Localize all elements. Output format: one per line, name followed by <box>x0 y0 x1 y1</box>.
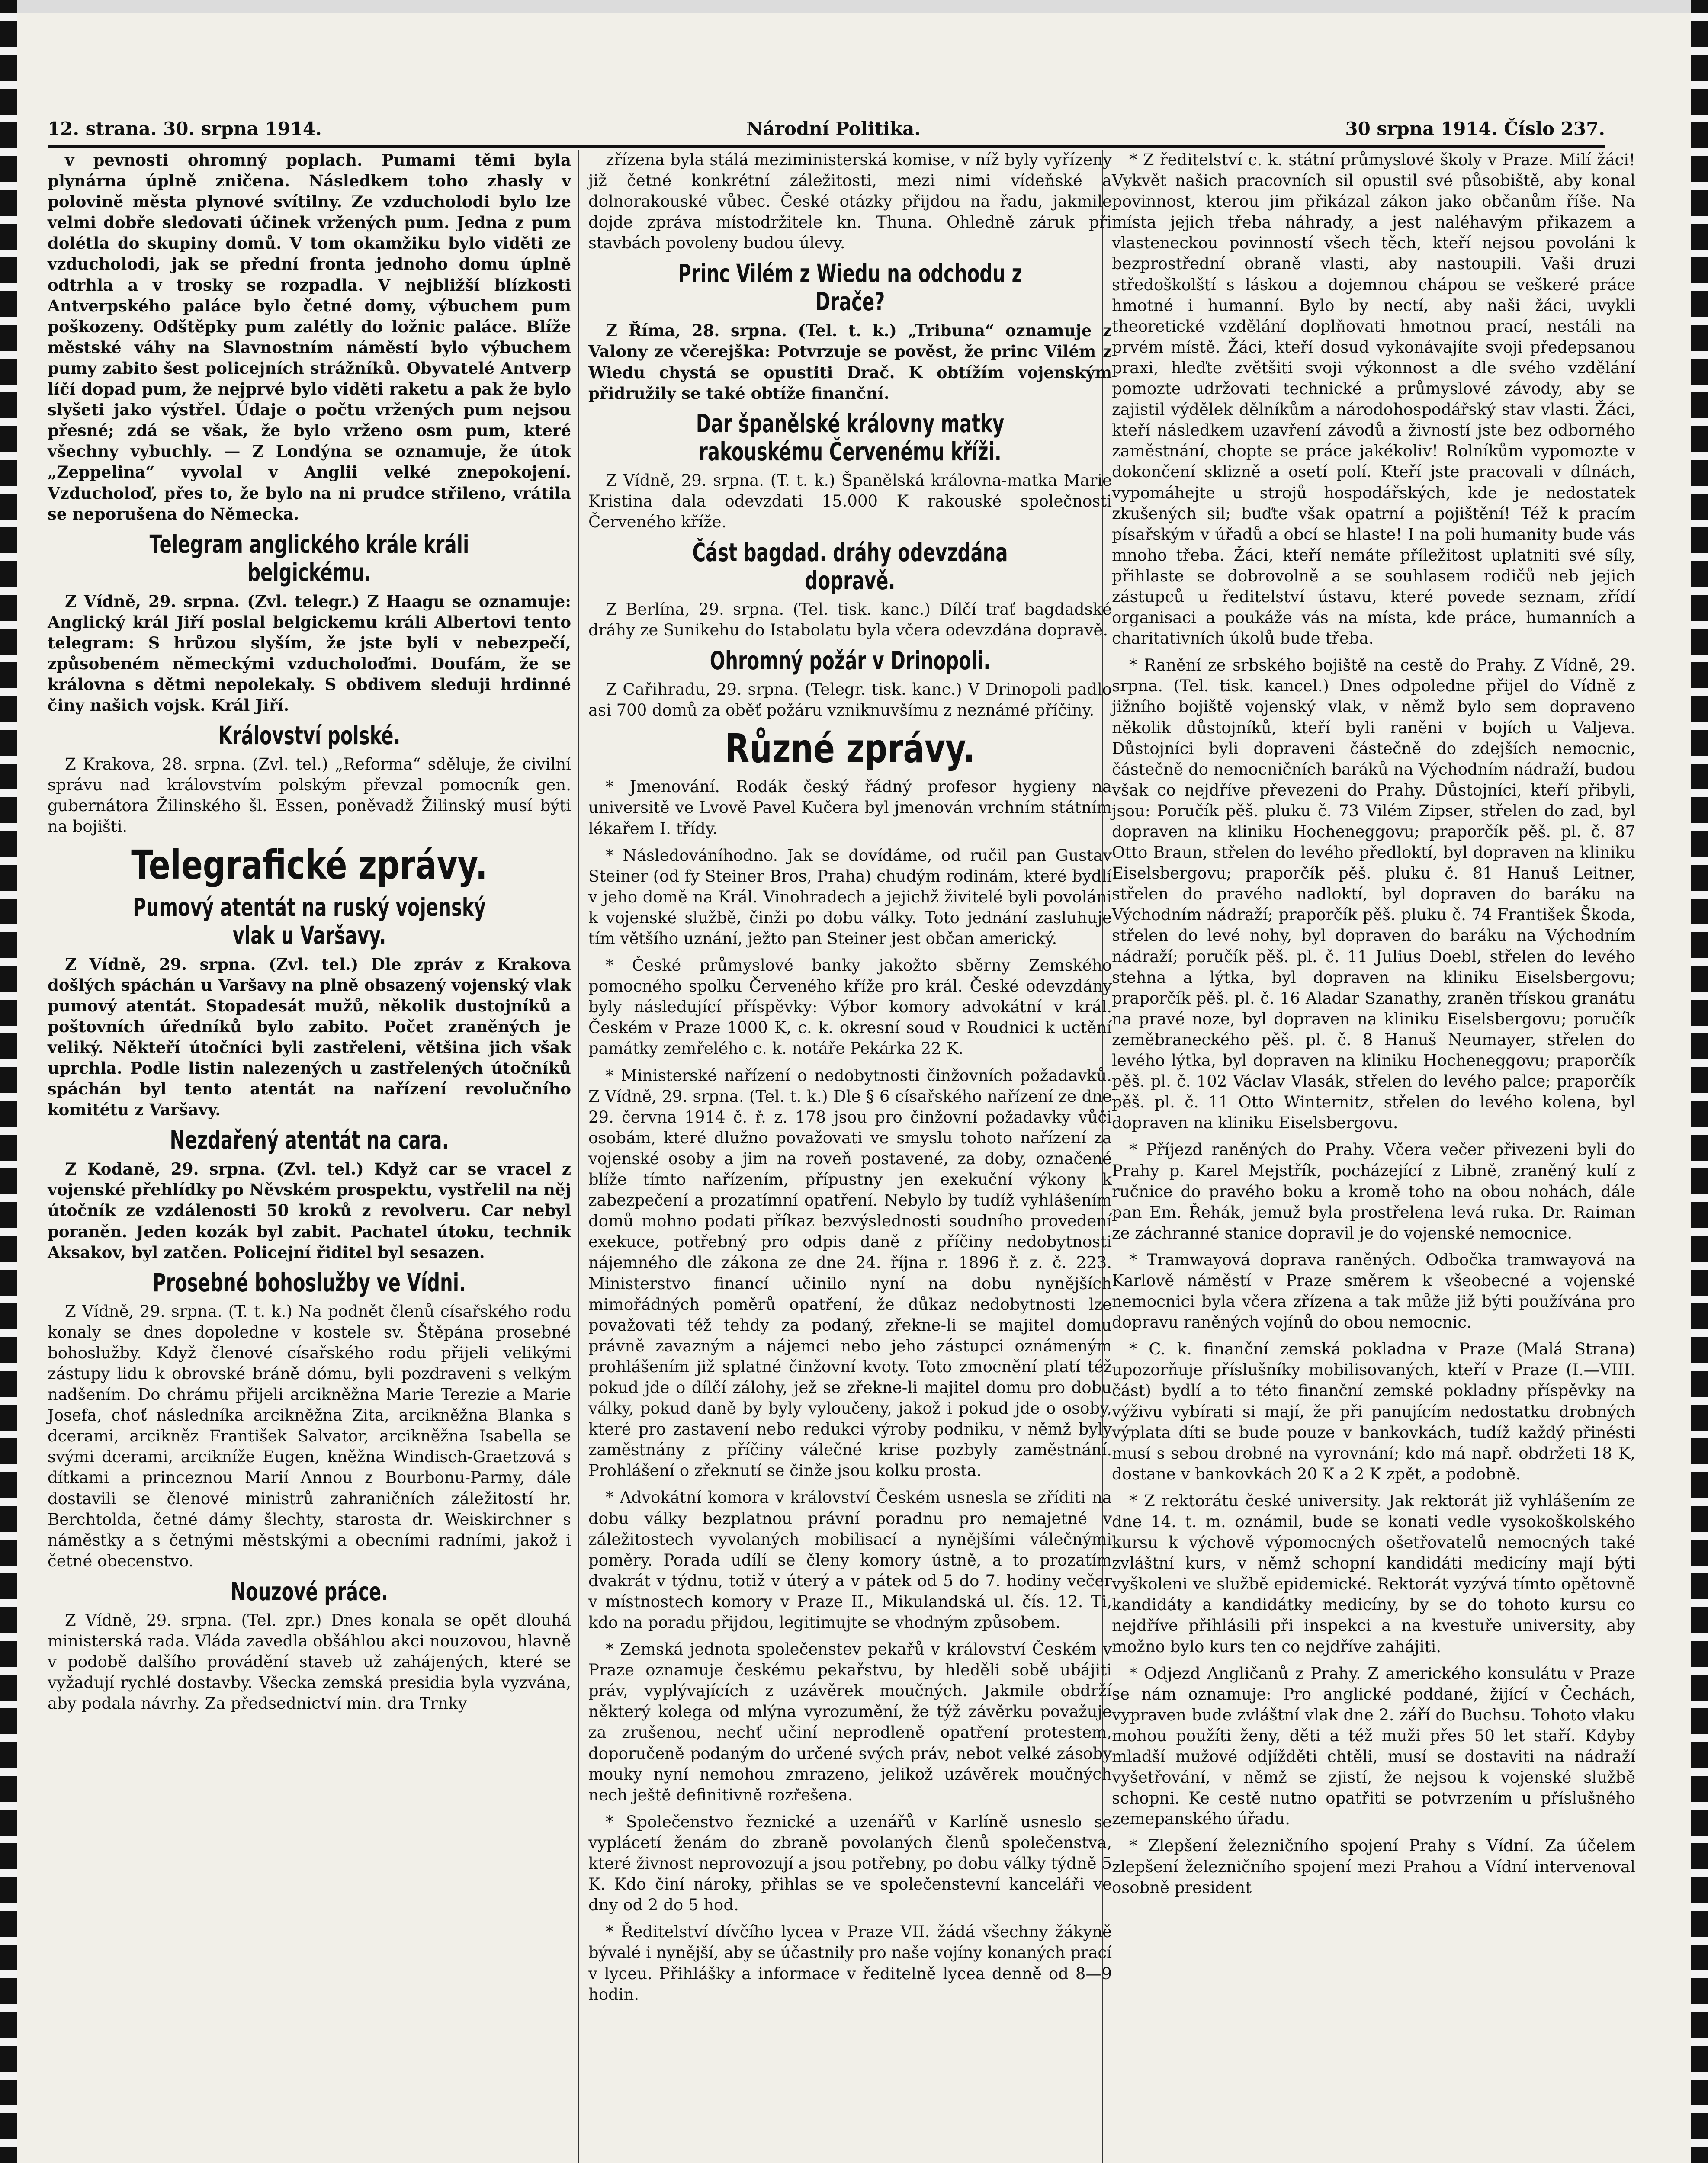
article-headline: Prosebné bohoslužby ve Vídni. <box>153 1268 466 1297</box>
news-item: * Ranění ze srbského bojiště na cestě do Prahy. Z Vídně, 29. srpna. (Tel. tisk. kancel.) Dnes odpoledne přijel do Vídně z jižního bojiště vojenský vlak, v němž bylo sem dopraveno několik důstojníků, kteří byli raněni v bojích u Valjeva. Důstojníci byli dopraveni částečně do zdejších nemocnic, částečně do nemocničních baráků na Východním nádraží, budou však co nejdříve převezeni do Prahy. Důstojníci, kteří přibyli, jsou: Poručík pěš. pluku č. 73 Vilém Zipser, střelen do zad, byl dopraven na kliniku Hocheneggovu; praporčík pěš. pl. č. 87 Otto Braun, střelen do levého předloktí, byl dopraven na kliniku Eiselsbergovu; praporčík pěš. pluku č. 81 Hanuš Leitner, střelen do pravého nadloktí, byl dopraven do baráku na Východním nádraží; praporčík pěš. pluku č. 74 František Škoda, střelen do levé nohy, byl dopraven do baráku na Východním nádraží; poručík pěš. pl. č. 11 Julius Doebl, střelen do levého stehna a lýtka, byl dopraven na kliniku Eiselsbergovu; praporčík pěš. pl. č. 16 Aladar Szanathy, zraněn třískou granátu na pravé noze, byl dopraven na kliniku Eiselsbergovu; poručík zeměbraneckého pěš. pl. č. 8 Hanuš Neumayer, střelen do levého lýtka, byl dopraven na kliniku Hocheneggovu; praporčík pěš. pl. č. 102 Václav Vlasák, střelen do levého palce; praporčík pěš. pl. č. 11 Otto Winternitz, střelen do levého kolena, byl dopraven na kliniku Eiselsbergovu. <box>1112 656 1635 1133</box>
article-headline: Princ Vilém z Wiedu na odchodu z Drače? <box>678 259 1022 317</box>
article-text: Z Berlína, 29. srpna. (Tel. tisk. kanc.) Dílčí trať bagdadské dráhy ze Sunikehu do Istabolatu byla včera odevzdána dopravě. <box>588 600 1112 639</box>
article-text: v pevnosti ohromný poplach. Pumami těmi byla plynárna úplně zničena. Následkem toho zhasly v polovině města plynové svítilny. Ze vzducholodi bylo lze velmi dobře sledovati účinek vržených pum. Jedna z pum dolétla do skupiny domů. V tom okamžiku bylo viděti ze vzducholodi, jak se přední fronta jednoho domu úplně odtrhla a v trosky se rozpadla. V nejbližší blízkosti Antverpského paláce bylo četné domy, výbuchem pum poškozeny. Odštěpky pum zalétly do ložnic paláce. Blíže městské váhy na Slavnostním náměstí bylo výbuchem pumy zabito šest policejních strážníků. Obyvatelé Antverp líčí dopad pum, že nejprvé bylo viděti raketu a pak že bylo slyšeti jako výstřel. Údaje o počtu vržených pum nejsou přesné; zdá se však, že bylo vrženo osm pum, které všechny vybuchly. — Z Londýna se oznamuje, že útok „Zeppelina“ vyvolal v Anglii velké znepokojení. Vzducholoď, přes to, že bylo na ni prudce střileno, vrátila se neporušena do Německa. <box>48 151 571 523</box>
article-headline: Ohromný požár v Drinopoli. <box>710 646 991 676</box>
news-item: * Tramwayová doprava raněných. Odbočka tramwayová na Karlově náměstí v Praze směrem k všeobecné a vojenské nemocnici byla včera zřízena a tak může již býti používána pro dopravu raněných vojínů do obou nemocnic. <box>1112 1250 1635 1332</box>
article-headline: Nezdařený atentát na cara. <box>170 1125 449 1155</box>
article-headline: Království polské. <box>218 721 401 751</box>
news-item: * Z ředitelství c. k. státní průmyslové školy v Praze. Milí žáci! Vykvět našich pracovních sil opustil své působiště, aby konal povinnost, kterou jim přikázal zákon jako občanům říše. Na místa jejich třeba náhrady, a jest naléhavým přikazem a vlasteneckou povinností všech těch, kteří nejsou povoláni k bezprostřední obraně vlasti, aby nastoupili. Vaši druzi středoškolští s láskou a dojemnou chápou se veškeré práce hmotné i humanní. Bylo by nectí, aby naši žáci, uvykli theoretické vzdělání doplňovati hmotnou prací, nestáli na prvém místě. Žáci, kteří dosud vykonávajíte svoji předepsanou praxi, hleďte zvětšiti svoji výkonnost a dle svého vzdělání pomozte udržovati technické a průmyslové závody, aby se zajistil výdělek dělníkům a národohospodářský stav vlasti. Žáci, kteří následkem uzavření závodů a živností jste bez odborného zaměstnání, chopte se práce jakékoliv! Rolníkům vypomozte v dokončení sklizně a osetí polí. Kteří jste pracovali v dílnách, vypomáhejte u strojů hospodářských, kde je nedostatek zkušených sil; buďte však opatrní a pojištění! Též k pracím písařským v úřadů a obcí se hlaste! I na poli humanity bude vás mnoho třeba. Žáci, kteří nemáte příležitost uplatniti své síly, přihlaste se dobrovolně a se souhlasem rodičů neb jejich zástupců u ředitelství ústavu, které povede seznam, zřídí organisaci a poukáže vás na místa, kde práce, humanních a charitativních úkolů bude třeba. <box>1112 151 1635 648</box>
article-headline: Telegram anglického krále králi belgickému. <box>149 529 469 587</box>
news-item: * Z rektorátu české university. Jak rektorát již vyhlášením ze dne 14. t. m. oznámil, bude se konati vedle vysokoškolského kursu k výchově výpomocných ošetřovatelů nemocných také zvláštní kurs, v němž schopní kandidáti medicíny mají býti vyškoleni ve službě epidemické. Rektorát vyzývá tímto opětovně kandidáty a kandidátky medicíny, by se do tohoto kursu co nejdříve přihlásili při inspekci a na kvestuře university, aby možno bylo kurs ten co nejdříve zahájiti. <box>1112 1491 1635 1656</box>
article-text: zřízena byla stálá meziministerská komise, v níž byly vyřízeny již četné konkrétní záležitosti, mezi nimi vídeňské a dolnorakouské vůbec. České otázky přijdou na řadu, jakmile dojde zpráva místodržitele kn. Thuna. Ohledně záruk při stavbách povoleny budou úlevy. <box>588 151 1112 253</box>
news-item: * Jmenování. Rodák český řádný profesor hygieny na universitě ve Lvově Pavel Kučera byl jmenován vrchním státním lékařem I. třídy. <box>588 777 1112 838</box>
article-text: Z Cařihradu, 29. srpna. (Telegr. tisk. kanc.) V Drinopoli padlo asi 700 domů za oběť požáru vzniknuvšímu z neznámé příčiny. <box>588 680 1112 720</box>
article-headline: Část bagdad. dráhy odevzdána dopravě. <box>692 537 1008 595</box>
news-item: * Ministerské nařízení o nedobytnosti činžovních požadavků. Z Vídně, 29. srpna. (Tel. t. k.) Dle § 6 císařského nařízení ze dne 29. června 1914 č. ř. z. 178 jsou pro činžovní požadavky vůči osobám, které dlužno považovati ve smyslu tohoto nařízení za vojenské osoby a jim na roveň postavené, za doby, označené blíže tímto nařízením, přípustny jen exekuční výkony k zabezpečení a prozatímní opatření. Nebylo by tudíž vyhlášením domů mohno podati příkaz bezvýslednosti soudního provedení exekuce, potřebný pro odpis daně z příčiny nedobytnosti nájemného dle zákona ze dne 24. října r. 1896 ř. z. č. 223. Ministerstvo financí učinilo nyní na dobu nynějších mimořádných poměrů opatření, že důkaz nedobytnosti lze považovati též tehdy za podaný, zřekne-li se majitel domu právně zavazným a nájemci nebo jeho zástupci oznámeným prohlášením již splatné činžovní kvoty. Toto zmocnění platí též pokud jde o dílčí zálohy, jež se zřekne-li majitel domu pro dobu války, pokud daně by byly vyloučeny, jakož i pokud jde o osoby, které pro zastavení nebo redukci výroby podniku, v němž byly zaměstnány z příčiny válečné krise pozbyly zaměstnání. Prohlášení o zřeknutí se činže jsou kolku prosta. <box>588 1066 1112 1480</box>
news-item: * Společenstvo řeznické a uzenářů v Karlíně usneslo se vyplácetí ženám do zbraně povolaných členů společenstva, které živnost neprovozují a jsou potřebny, po dobu války týdně 5 K. Kdo činí nároky, přihlas se ve společenstevní kanceláři ve dny od 2 do 5 hod. <box>588 1812 1112 1915</box>
news-item: * Následováníhodno. Jak se dovídáme, od ručil pan Gustav Steiner (od fy Steiner Bros, Praha) chudým rodinám, které bydlí v jeho domě na Král. Vinohradech a jejichž živitelé byli povoláni k vojenské službě, činži po dobu války. Toto jednání zasluhuje tím většího uznání, ježto pan Steiner jest občan americký. <box>588 846 1112 948</box>
masthead-right: 30 srpna 1914. Číslo 237. <box>1345 118 1605 139</box>
news-item: * Odjezd Angličanů z Prahy. Z amerického konsulátu v Praze se nám oznamuje: Pro anglické poddané, žijící v Čechách, vypraven bude zvláštní vlak dne 2. září do Buchsu. Tohoto vlaku mohou použíti ženy, děti a též muži přes 50 let staří. Kdyby mladší mužové odjížděti chtěli, musí se dostaviti na nádraží vyšetřování, v němž se zjistí, že nejsou k vojenské službě schopni. Ke cestě nutno opatřiti se potvrzením u příslušného zemepanského úřadu. <box>1112 1664 1635 1829</box>
article-text: Z Říma, 28. srpna. (Tel. t. k.) „Tribuna“ oznamuje z Valony ze včerejška: Potvrzuje se pověst, že princ Vilém z Wiedu chystá se opustiti Drač. K obtížím vojenským přidružily se také obtíže finanční. <box>588 321 1112 403</box>
article-text: Z Vídně, 29. srpna. (Zvl. telegr.) Z Haagu se oznamuje: Anglický král Jiří poslal belgickemu králi Albertovi tento telegram: S hrůzou slyším, že jste byli v nebezpečí, způsobeném německými vzducholoďmi. Doufám, že se královna s dětmi nepolekaly. S obdivem sleduji hrdinné činy našich vojsk. Král Jiří. <box>48 591 571 715</box>
column-2 <box>588 150 1112 2011</box>
news-item: * Zlepšení železničního spojení Prahy s Vídní. Za účelem zlepšení železničního spojení mezi Prahou a Vídní intervenoval osobně president <box>1112 1836 1635 1897</box>
article-headline: Pumový atentát na ruský vojenský vlak u Varšavy. <box>133 892 486 950</box>
column-divider-1 <box>578 150 579 2163</box>
article-text: Z Vídně, 29. srpna. (T. t. k.) Španělská královna-matka Marie Kristina dala odevzdati 15.000 K rakouské společnosti Červeného kříže. <box>588 471 1112 531</box>
right-border-strip <box>1691 0 1708 2163</box>
column-3 <box>1112 150 1635 1904</box>
article-headline: Nouzové práce. <box>230 1576 388 1606</box>
news-item: * Příjezd raněných do Prahy. Včera večer přivezeni byli do Prahy p. Karel Mejstřík, pocházející z Libně, zraněný kulí z ručnice do pravého boku a kromě toho na obou nohách, dále pan Em. Řehák, jemuž byla prostřelena levá ruka. Dr. Raiman ze záchranné stanice dopravil je do vojenské nemocnice. <box>1112 1140 1635 1242</box>
masthead-center: Národní Politika. <box>746 118 921 139</box>
news-item: * Ředitelství dívčího lycea v Praze VII. žádá všechny žákyně bývalé i nynější, aby se účastnily pro naše vojíny konaných prací v lyceu. Přihlášky a informace v ředitelně lycea denně od 8—9 hodin. <box>588 1922 1112 2004</box>
article-text: Z Vídně, 29. srpna. (Zvl. tel.) Dle zpráv z Krakova došlých spáchán u Varšavy na plně obsazený vojenský vlak pumový atentát. Stopadesát mužů, několik dustojníků a poštovních úředníků bylo zabito. Počet zraněných je veliký. Někteří útočníci byli zastřeleni, většina jich však uprchla. Podle listin nalezených u zastřelených útočníků spáchán byl tento atentát na nařízení revolučního komitétu z Varšavy. <box>48 954 571 1120</box>
article-headline: Dar španělské královny matky rakouskému Červenému kříži. <box>696 408 1005 466</box>
masthead <box>48 113 1605 144</box>
article-text: Z Vídně, 29. srpna. (T. t. k.) Na podnět členů císařského rodu konaly se dnes dopoledne v kostele sv. Štěpána prosebné bohoslužby. Když členové císařského rodu přijeli velikými zástupy lidu k obrovské bráně dómu, byli pozdraveni s velkým nadšením. Do chrámu přijeli arcikněžna Marie Terezie a Marie Josefa, choť následníka arcikněžna Zita, arcikněžna Blanka s dcerami, arcikněz František Salvator, arcikněžna Isabella se svými dcerami, arcikníže Eugen, kněžna Windisch-Graetzová s dítkami a princeznou Marií Annou z Bourbonu-Parmy, dále dostavili se členové ministrů zahraničních záležitostí hr. Berchtolda, četné dámy šlechty, starosta dr. Weiskirchner s náměstky a s četnými městskými a obecními radními, jakož i četné obecenstvo. <box>48 1302 571 1570</box>
section-heading-telegraphic-news: Telegrafické zprávy. <box>131 842 488 889</box>
news-item: * Advokátní komora v království Českém usnesla se zříditi na dobu války bezplatnou právní poradnu pro nemajetné v záležitostech vyvolaných mobilisací a nynějšími válečnými poměry. Porada udílí se členy komory ústně, a to prozatím dvakrát v týdnu, totiž v úterý a v pátek od 5 do 7. hodiny večer v místnostech komory v Praze II., Mikulandská ul. čís. 12. Ti, kdo na poradu přijdou, legitimujte se vhodným způsobem. <box>588 1488 1112 1632</box>
article-text: Z Vídně, 29. srpna. (Tel. zpr.) Dnes konala se opět dlouhá ministerská rada. Vláda zavedla obšáhlou akci nouzovou, hlavně v podobě dalšího provádění staveb už zahájených, které se vyžadují rychlé dostavby. Všecka zemská presidia byla vyzvána, aby podala návrhy. Za předsednictví min. dra Trnky <box>48 1611 571 1713</box>
masthead-rule <box>48 145 1605 148</box>
masthead-left: 12. strana. 30. srpna 1914. <box>48 118 322 139</box>
news-item: * České průmyslové banky jakožto sběrny Zemského pomocného spolku Červeného kříže pro král. České odevzdány byly následující příspěvky: Výbor komory advokátní v král. Českém v Praze 1000 K, c. k. okresní soud v Roudnici k uctění památky zemřelého c. k. notáře Pekárka 22 K. <box>588 956 1112 1058</box>
article-text: Z Krakova, 28. srpna. (Zvl. tel.) „Reforma“ sděluje, že civilní správu nad královstvím polským převzal pomocník gen. gubernátora Žilinského šl. Essen, poněvadž Žilinský musí býti na bojišti. <box>48 755 571 836</box>
left-border-strip <box>0 0 17 2163</box>
section-heading-various-news: Různé zprávy. <box>725 725 976 772</box>
article-text: Z Kodaně, 29. srpna. (Zvl. tel.) Když car se vracel z vojenské přehlídky po Něvském prospektu, vystřelil na něj útočník ze vzdálenosti 50 kroků z revolveru. Car nebyl poraněn. Jeden kozák byl zabit. Pachatel útoku, technik Aksakov, byl zatčen. Policejní řiditel byl sesazen. <box>48 1159 571 1262</box>
column-1 <box>48 150 571 1720</box>
news-item: * C. k. finanční zemská pokladna v Praze (Malá Strana) upozorňuje příslušníky mobilisovaných, kteří v Praze (I.—VIII. část) bydlí a to této finanční zemské pokladny příspěvky na výživu vybírati si mají, že při panujícím nedostatku drobných výplata díti se bude pouze v bankovkách, tudíž každý přinésti musí s sebou drobné na vyrovnání; kdo má např. obdržeti 18 K, dostane v bankovkách 20 K a 2 K zpět, a podobně. <box>1112 1340 1635 1483</box>
news-item: * Zemská jednota společenstev pekařů v království Českém v Praze oznamuje českému pekařstvu, by hleděli sobě ubájiti práv, vyplývajících z uzávěrek moučných. Jakmile obdrží některý kolega od mlýna vyrozumění, že týž závěrku považuje za zrušenou, nechť učiní neprodleně opatření protestem, doporučeně podaným do určené svých práv, nebot velké zásoby mouky nyní nemohou zmrazeno, jelikož uzávěrek moučných nech ještě definitivně rozřešena. <box>588 1640 1112 1804</box>
